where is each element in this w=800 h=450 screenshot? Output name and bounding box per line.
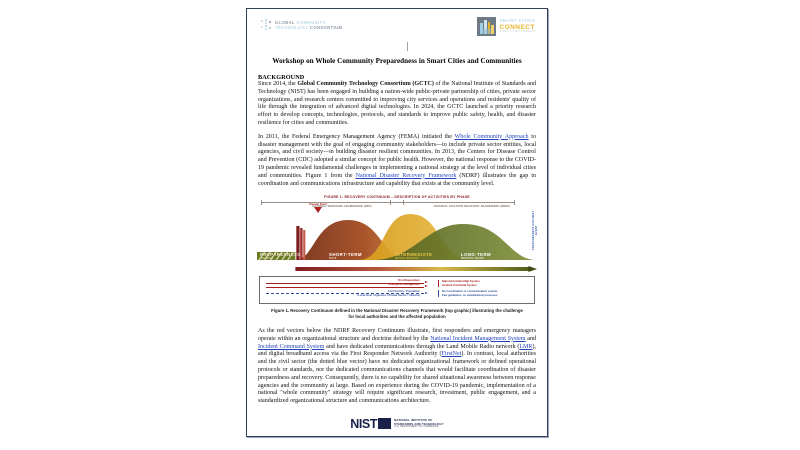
closing-text-d: ), and digital broadband access via the First Responder Network Authority ( [258, 343, 536, 358]
ndrf-span-label: NATIONAL DISASTER RECOVERY FRAMEWORK (NDRF) [433, 205, 511, 209]
recovery-continuum-chart [257, 200, 537, 272]
gctc-logo-text [275, 21, 342, 30]
phase-long-term [461, 253, 491, 261]
p2-text-c: (NDRF) illustrates the gap in coordination and communications infrastructure and capability that exists at the community level. [258, 172, 536, 187]
phase-preparedness-name: PREPAREDNESS [260, 252, 301, 258]
document-page [246, 8, 548, 437]
nist-line1: NATIONAL INSTITUTE OF [394, 418, 433, 423]
figure-1 [257, 195, 537, 320]
closing-text-c: and have dedicated communications through the Land Mobile Radio network ( [324, 343, 520, 350]
legend-right-nims [438, 280, 530, 287]
gctc-logo [261, 19, 342, 32]
phase-label-row [257, 253, 537, 266]
gctc-line1-light: COMMUNITY [296, 19, 326, 25]
legend-nims-line1: National Incident Mgt System [442, 280, 480, 284]
figure-caption-line2: illustrating the challenge for local authorities and the affected population [348, 308, 523, 320]
gctc-line2-light: TECHNOLOGY [275, 24, 309, 30]
link-national-disaster-recovery-framework[interactable]: National Disaster Recovery Framework [355, 172, 457, 179]
legend-civil-line2: (Local Govt / Agencies / Private Sector / Citizens) [357, 293, 420, 297]
figure-title: FIGURE 1: RECOVERY CONTINUUM – DESCRIPTION OF ACTIVITIES BY PHASE [324, 195, 470, 200]
nist-line3: U.S. DEPARTMENT OF COMMERCE [394, 425, 439, 429]
legend-civil-line1: Civil Society / Population [387, 289, 420, 293]
link-whole-community-approach[interactable]: Whole Community Approach [454, 133, 529, 140]
nist-wordmark-text: NIST [350, 417, 378, 431]
phase-short-term-sub: DAYS [329, 257, 337, 261]
nrf-span-label: NATIONAL RESPONSE FRAMEWORK (NRF) [312, 205, 372, 209]
city-skyline-icon [477, 17, 496, 36]
legend-emergency-management: Emergency Management [388, 283, 420, 287]
nist-line2: STANDARDS AND TECHNOLOGY [394, 421, 444, 426]
phase-long-term-sub: MONTHS-YEARS [461, 257, 484, 261]
phase-short-term-name: SHORT-TERM [329, 252, 362, 258]
smart-cities-connect-logo [477, 17, 535, 36]
legend-first-responders: First Responders [397, 279, 420, 283]
gctc-line2-bold: CONSORTIUM [309, 24, 343, 30]
phase-preparedness-sub: ONGOING [260, 257, 274, 261]
link-ics[interactable]: Incident Command System [258, 343, 325, 350]
closing-text-a: As the red vectors below the NDRF Recovery Continuum illustrate, first responders and emergency managers operate within an organizational structure and doctrine defined by the [258, 327, 536, 342]
link-firstnet[interactable]: FirstNet [441, 351, 462, 358]
legend-row-civil [264, 290, 530, 300]
scc-logo-text [499, 19, 535, 34]
preparedness-next-event-label: PREPAREDNESS FOR NEXT EVENT [531, 210, 538, 251]
timeline-arrow-svg [257, 266, 537, 272]
phase-intermediate-sub: WEEKS-MONTHS [395, 257, 419, 261]
disaster-event-triangle-icon [314, 207, 322, 213]
timeline-arrow [257, 266, 537, 272]
legend-nocoord-line1: No Coordination or communication system, [442, 290, 498, 294]
nist-wordmark [350, 417, 391, 431]
document-header [255, 16, 539, 40]
legend-row-responders [264, 280, 530, 289]
p2-text-b: to disaster management with the goal of engaging community stakeholders—to include private sector entities, local agencies, and civil society—in building disaster resilient communities. In 2013, the Centers for Disease Control and Prevention (CDC) adopted a similar concept for public health. However, the national response to the COVID-19 pandemic revealed fundamental challenges in implementing a national strategy at the level of individual cities and communities. Figure 1 from the [258, 133, 537, 179]
gctc-line1-bold: GLOBAL [275, 19, 295, 25]
figure-caption-line1: Figure 1. Recovery Continuum defined in the National Disaster Recovery Framework (top graphic) [271, 308, 472, 314]
disaster-event-marker [305, 204, 331, 213]
link-lmr[interactable]: LMR [519, 343, 533, 350]
disaster-event-label: Disaster Event [309, 203, 327, 207]
paragraph-background-1 [258, 81, 536, 128]
scc-line3: SMART CITIES CONNECT [499, 30, 535, 34]
p2-text-a: In 2011, the Federal Emergency Management Agency (FEMA) initiated the [258, 133, 455, 140]
closing-text-e: ). In contrast, local authorities and the civil sector (the dotted blue vector) have no dedicated organizational framework or defined operational protocols or standards, nor the dedicated communications channels that would facilitate coordination of disaster preparedness and recovery. Consequently, there is no capability for shared situational awareness between response agencies and the community at large. Based on experience during the COVID-19 pandemic, implementation of a national "whole community" strategy will require significant research, investment, public engagement, and a standardized organizational structure and communications architecture. [258, 351, 536, 405]
p1-text-a: Since 2014, the [258, 81, 298, 87]
legend-nims-line2: Incident Command System [442, 283, 477, 287]
nist-logo [350, 417, 444, 431]
phase-long-term-name: LONG-TERM [461, 252, 492, 258]
nist-agency-text [394, 419, 444, 429]
nist-bar-icon [378, 418, 391, 429]
closing-text-b: and [525, 335, 537, 342]
header-divider-tick [407, 42, 408, 51]
gctc-network-icon [261, 19, 272, 32]
phase-intermediate [395, 253, 432, 261]
phase-intermediate-name: INTERMEDIATE [395, 252, 433, 258]
page-title: Workshop on Whole Community Preparedness in Smart Cities and Communities [272, 57, 522, 65]
p1-text-b: of the National Institute of Standards and Technology (NIST) has been engaged in building a nation-wide public-private partnership of cities, private sector organizations, and research centers committed to improving city services and operations and residents' quality of life through the integration of advanced digital technologies. In 2024, the GCTC launched a priority research effort to develop concepts, technologies, protocols, and standards to improve public safety, health, and disaster resilience for cities and communities. [258, 81, 536, 126]
p1-bold-gctc: Global Community Technology Consortium (GCTC) [297, 81, 434, 87]
scc-line2: CONNECT [499, 23, 535, 31]
section-heading-background: BACKGROUND [258, 74, 305, 81]
legend-nocoord-line2: Few guidelines, no standardized processes [442, 293, 498, 297]
figure-caption [271, 308, 523, 320]
paragraph-closing [258, 328, 536, 406]
phase-short-term [329, 253, 362, 261]
link-nims[interactable]: National Incident Management System [430, 335, 526, 342]
figure-legend [259, 276, 535, 304]
scc-line1: SMART CITIES [499, 17, 535, 23]
document-footer [247, 417, 547, 431]
legend-right-nocoord [438, 290, 530, 297]
paragraph-background-2 [258, 134, 536, 189]
phase-preparedness [260, 253, 301, 261]
